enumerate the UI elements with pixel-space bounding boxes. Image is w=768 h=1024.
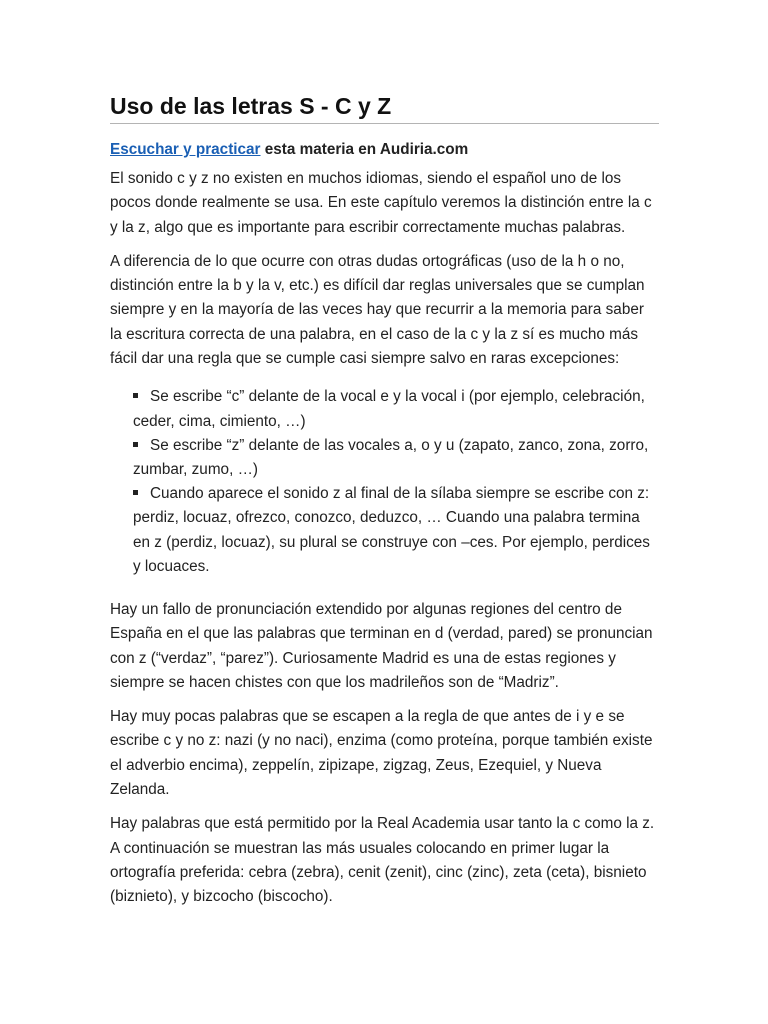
rules-list	[110, 385, 659, 579]
bullet-icon	[133, 442, 138, 447]
lead-line	[110, 138, 659, 162]
list-item-text: Cuando aparece el sonido z al final de la sílaba siempre se escribe con z: perdiz, locuaz, ofrezco, conozco, deduzco, … Cuando una palabra termina en z (perdiz, locuaz), su plural se construye con –ces. Por ejemplo, perdices y locuaces.	[133, 485, 650, 575]
document-page	[110, 92, 659, 910]
paragraph: El sonido c y z no existen en muchos idiomas, siendo el español uno de los pocos donde realmente se usa. En este capítulo veremos la distinción entre la c y la z, algo que es importante para escribir correctamente muchas palabras.	[110, 170, 652, 236]
bullet-icon	[133, 393, 138, 398]
list-item-text: Se escribe “z” delante de las vocales a, o y u (zapato, zanco, zona, zorro, zumbar, zumo, …)	[133, 436, 649, 478]
list-item-text: Se escribe “c” delante de la vocal e y la vocal i (por ejemplo, celebración, ceder, cima, cimiento, …)	[133, 388, 645, 430]
paragraph: Hay un fallo de pronunciación extendido por algunas regiones del centro de España en el que las palabras que terminan en d (verdad, pared) se pronuncian con z (“verdaz”, “parez”). Curiosamente Madrid es una de estas regiones y siempre se hacen chistes con que los madrileños son de “Madriz”.	[110, 601, 653, 691]
bullet-icon	[133, 490, 138, 495]
page-title: Uso de las letras S - C y Z	[110, 92, 659, 124]
list-item	[133, 385, 659, 433]
paragraph: Hay palabras que está permitido por la Real Academia usar tanto la c como la z. A continuación se muestran las más usuales colocando en primer lugar la ortografía preferida: cebra (zebra), cenit (zenit), cinc (zinc), zeta (ceta), bisnieto (biznieto), y bizcocho (biscocho).	[110, 815, 655, 906]
paragraph: A diferencia de lo que ocurre con otras dudas ortográficas (uso de la h o no, distinción entre la b y la v, etc.) es difícil dar reglas universales que se cumplan siempre y en la mayoría de las veces hay que recurrir a la memoria para saber la escritura correcta de una palabra, en el caso de la c y la z sí es mucho más fácil dar una regla que se cumple casi siempre salvo en raras excepciones:	[110, 252, 645, 368]
listen-practice-link[interactable]: Escuchar y practicar	[110, 141, 261, 158]
list-item	[133, 434, 659, 482]
list-item	[133, 482, 659, 579]
paragraph: Hay muy pocas palabras que se escapen a la regla de que antes de i y e se escribe c y no z: nazi (y no naci), enzima (como proteína, porque también existe el adverbio encima), zeppelín, zipizape, zigzag, Zeus, Ezequiel, y Nueva Zelanda.	[110, 708, 653, 799]
lead-text: esta materia en Audiria.com	[260, 141, 469, 158]
